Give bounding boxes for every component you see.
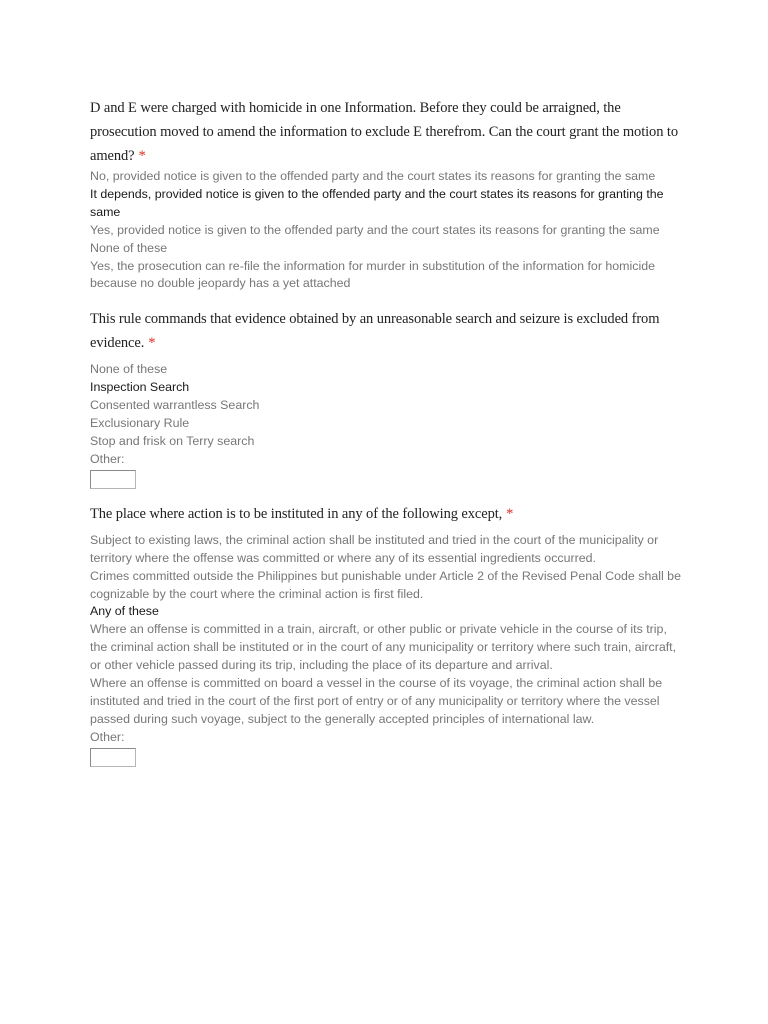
question-3-option-5[interactable]: Where an offense is committed on board a vessel in the course of its voyage, the criminal action shall be instituted and tried in the court of the first port of entry or of any municipality or territory where the vessel passed during such voyage, subject to the generally accepted principles of international law.: [90, 676, 663, 726]
question-1-options: [90, 168, 682, 293]
quiz-form: [90, 96, 682, 767]
question-3-options: [90, 532, 682, 729]
question-1-option-2[interactable]: It depends, provided notice is given to the offended party and the court states its reasons for granting the same: [90, 186, 664, 219]
question-3: [90, 502, 682, 767]
question-3-option-4[interactable]: Where an offense is committed in a train, aircraft, or other public or private vehicle in the course of its trip, the criminal action shall be instituted or in the court of any municipality or territory where such train, aircraft, or other vehicle passed during its trip, including the place of its departure and arrival.: [90, 622, 677, 673]
question-1-option-1[interactable]: No, provided notice is given to the offended party and the court states its reasons for granting the same: [90, 169, 656, 183]
question-3-option-2[interactable]: Crimes committed outside the Philippines but punishable under Article 2 of the Revised Penal Code shall be cognizable by the court where the criminal action is first filed.: [90, 568, 681, 601]
question-1-text: D and E were charged with homicide in one Information. Before they could be arraigned, the prosecution moved to amend the information to exclude E therefrom. Can the court grant the motion to amend? *: [90, 100, 678, 164]
question-2-option-1[interactable]: None of these: [90, 362, 168, 377]
required-asterisk: *: [148, 335, 156, 352]
question-2-options: [90, 361, 682, 451]
question-1-option-5[interactable]: Yes, the prosecution can re-file the information for murder in substitution of the information for homicide because no double jeopardy has a yet attached: [90, 258, 655, 291]
question-1-option-3[interactable]: Yes, provided notice is given to the offended party and the court states its reasons for granting the same: [90, 222, 660, 237]
question-2-other-label: Other:: [90, 451, 125, 466]
question-3-other-label: Other:: [90, 729, 125, 744]
required-asterisk: *: [138, 148, 146, 164]
question-3-option-3[interactable]: Any of these: [90, 604, 159, 619]
question-2: [90, 307, 682, 488]
question-1: [90, 96, 682, 293]
question-3-text: The place where action is to be instituted in any of the following except, *: [90, 505, 514, 522]
question-3-option-1[interactable]: Subject to existing laws, the criminal action shall be instituted and tried in the court of the municipality or territory where the offense was committed or where any of its essential ingredients occurred.: [90, 532, 659, 565]
question-2-option-2[interactable]: Inspection Search: [90, 380, 190, 395]
question-2-option-3[interactable]: Consented warrantless Search: [90, 398, 260, 413]
question-2-option-4[interactable]: Exclusionary Rule: [90, 416, 190, 431]
question-1-option-4[interactable]: None of these: [90, 240, 168, 255]
required-asterisk: *: [506, 505, 514, 522]
question-3-other-input[interactable]: [90, 748, 136, 767]
question-2-other-input[interactable]: [90, 470, 136, 489]
question-2-option-5[interactable]: Stop and frisk on Terry search: [90, 433, 255, 448]
question-2-text: This rule commands that evidence obtained by an unreasonable search and seizure is excluded from evidence. *: [90, 311, 660, 352]
